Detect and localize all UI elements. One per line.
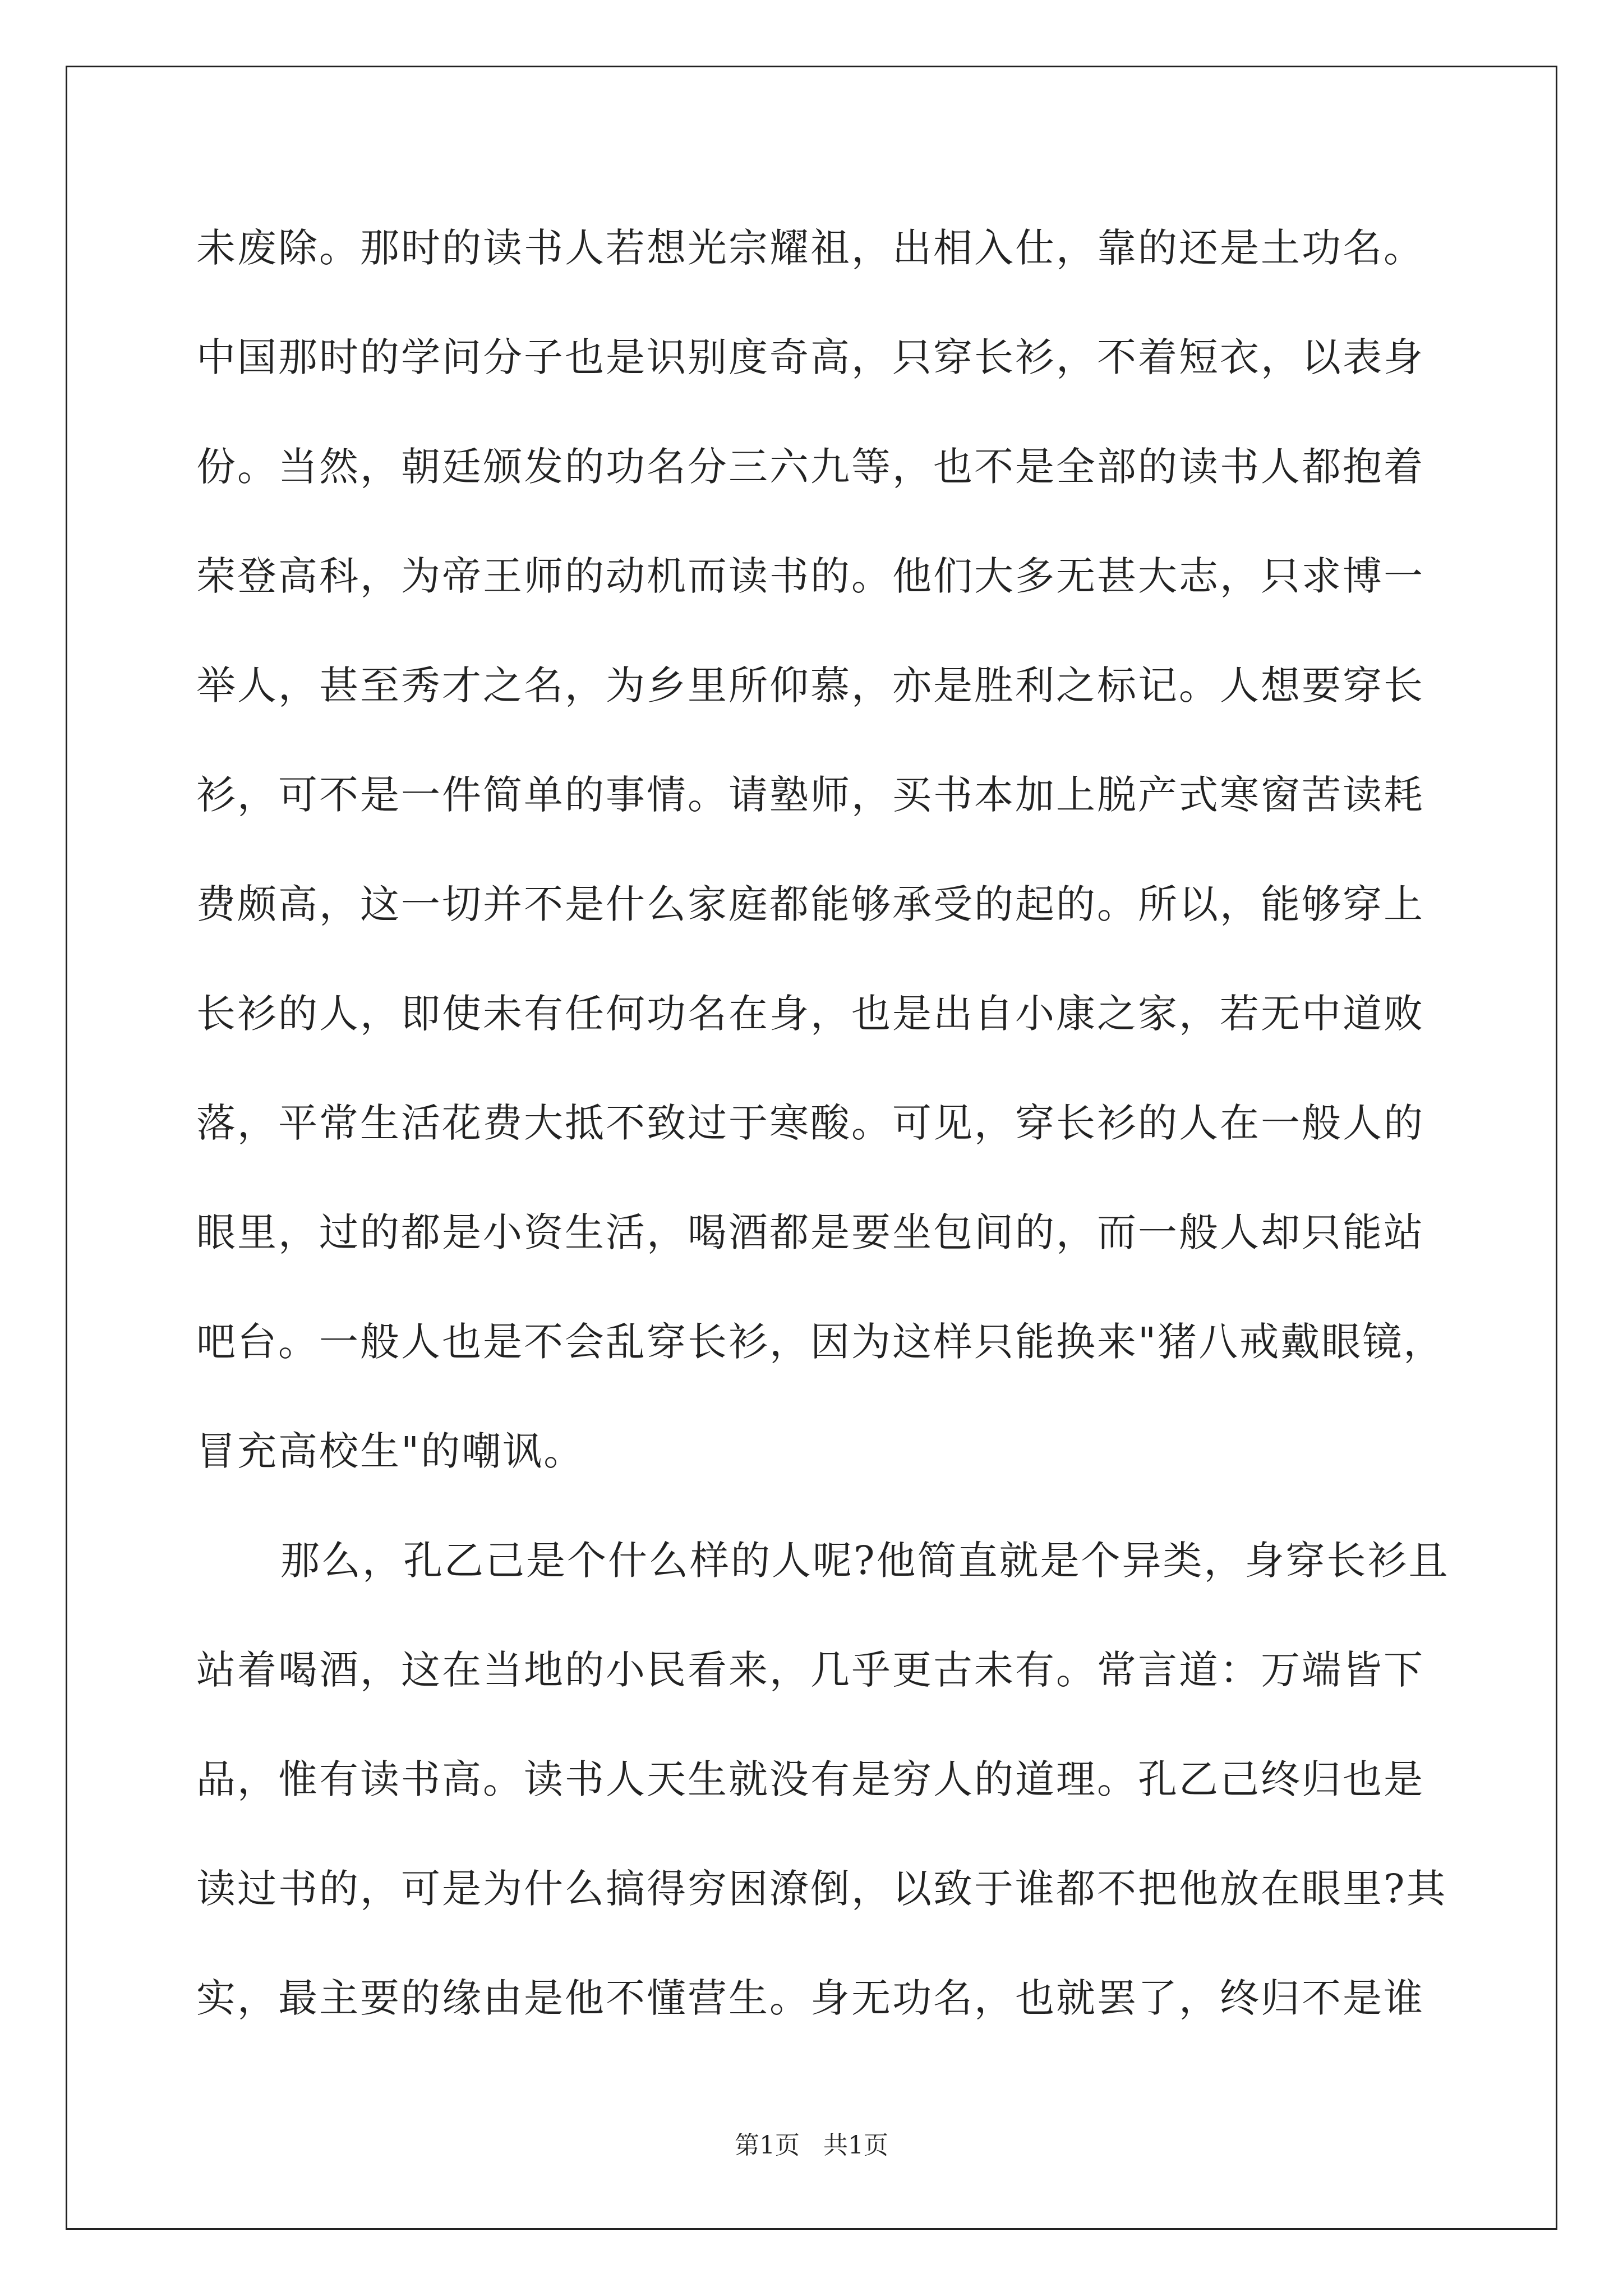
text-line: 吧台。一般人也是不会乱穿长衫，因为这样只能换来"猪八戒戴眼镜， [196,1319,1445,1365]
page-footer [0,2129,1623,2162]
page-number: 第1页 [735,2131,800,2160]
text-line: 未废除。那时的读书人若想光宗耀祖，出相入仕，靠的还是土功名。 [196,225,1424,271]
text-line: 品，惟有读书高。读书人天生就没有是穷人的道理。孔乙己终归也是 [196,1756,1424,1802]
text-line: 站着喝酒，这在当地的小民看来，几乎更古未有。常言道：万端皆下 [196,1647,1424,1693]
text-line: 份。当然，朝廷颁发的功名分三六九等，也不是全部的读书人都抱着 [196,444,1424,490]
text-line: 衫，可不是一件简单的事情。请塾师，买书本加上脱产式寒窗苦读耗 [196,772,1424,818]
page-total: 共1页 [823,2131,888,2160]
text-line: 读过书的，可是为什么搞得穷困潦倒，以致于谁都不把他放在眼里?其 [196,1866,1447,1912]
text-line: 眼里，过的都是小资生活，喝酒都是要坐包间的，而一般人却只能站 [196,1209,1424,1255]
text-line: 落，平常生活花费大抵不致过于寒酸。可见，穿长衫的人在一般人的 [196,1100,1424,1146]
text-line: 实，最主要的缘由是他不懂营生。身无功名，也就罢了，终归不是谁 [196,1975,1424,2021]
text-line: 长衫的人，即使未有任何功名在身，也是出自小康之家，若无中道败 [196,991,1424,1037]
text-line: 中国那时的学问分子也是识别度奇高，只穿长衫，不着短衣，以表身 [196,334,1424,380]
document-body [196,194,1450,2053]
paragraph-first-line: 那么，孔乙己是个什么样的人呢?他简直就是个异类，身穿长衫且 [280,1538,1450,1584]
text-line: 荣登高科，为帝王师的动机而读书的。他们大多无甚大志，只求博一 [196,553,1424,599]
text-line: 费颇高，这一切并不是什么家庭都能够承受的起的。所以，能够穿上 [196,881,1424,927]
text-line: 冒充高校生"的嘲讽。 [196,1428,585,1474]
footer-separator [800,2131,823,2160]
text-line: 举人，甚至秀才之名，为乡里所仰慕，亦是胜利之标记。人想要穿长 [196,662,1424,708]
